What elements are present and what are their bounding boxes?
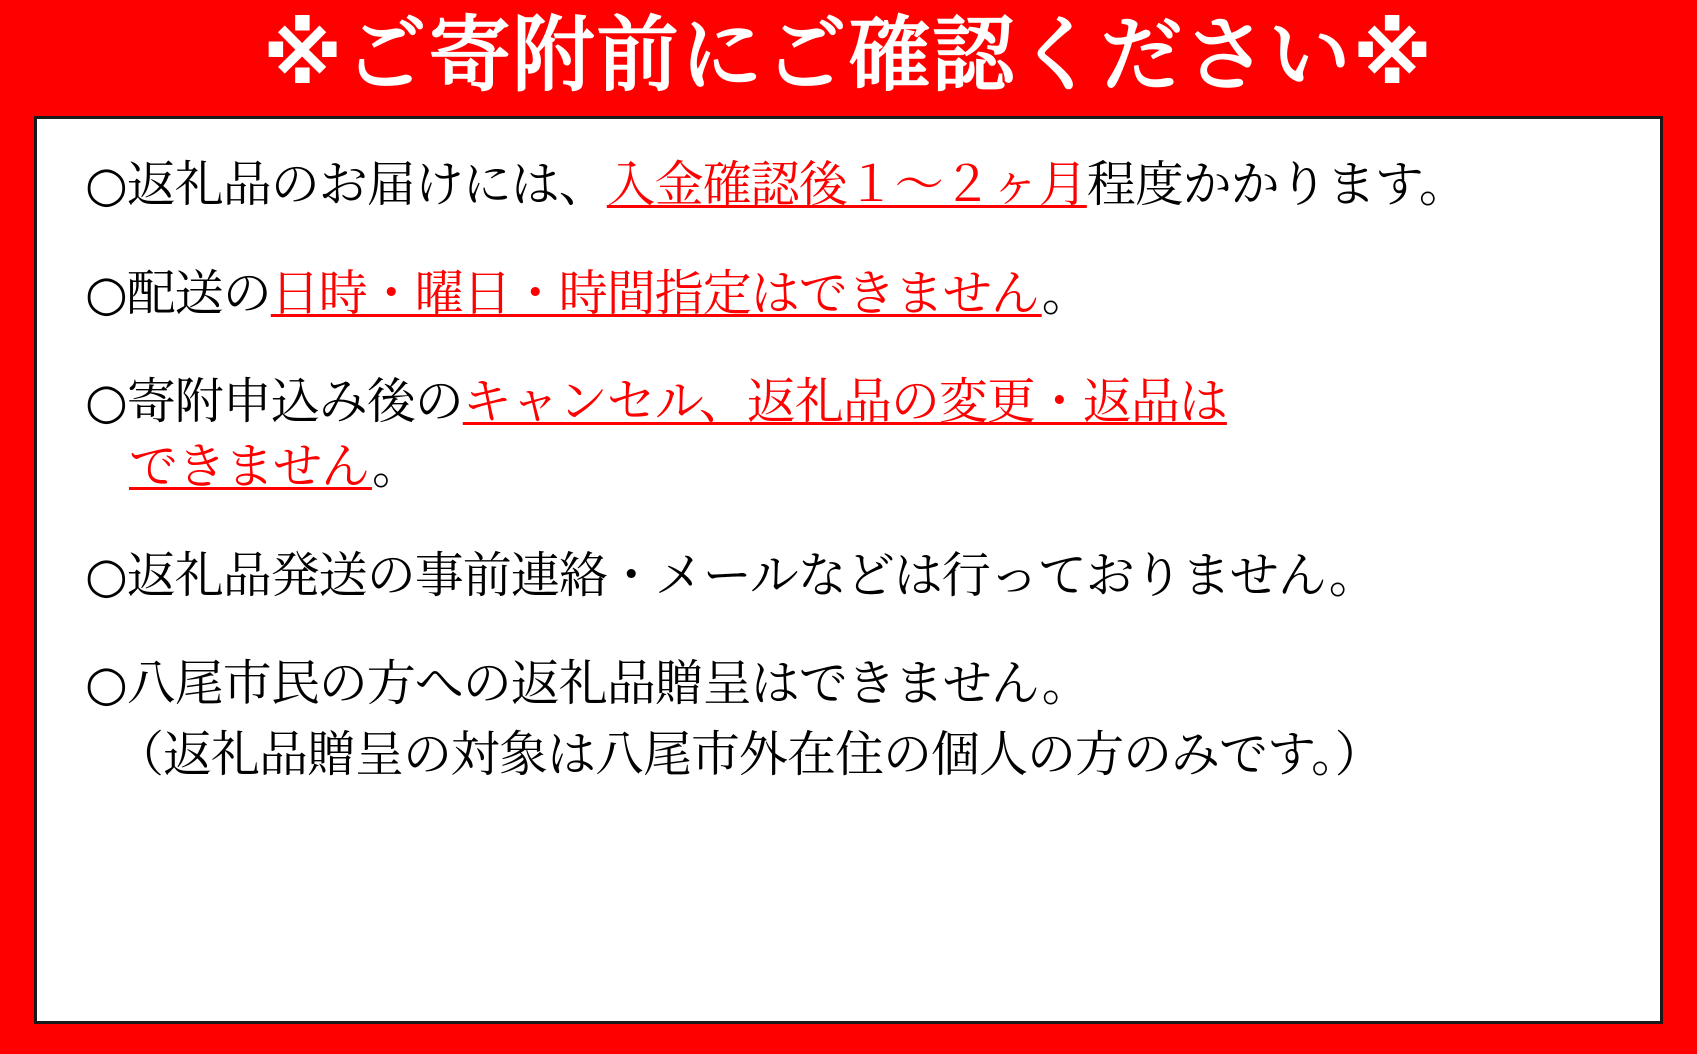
notice-tail-2: 。	[1041, 264, 1090, 322]
notice-sub-5: （返礼品贈呈の対象は八尾市外在住の個人の方のみです。）	[115, 726, 1383, 784]
notice-body-panel	[34, 116, 1663, 1024]
notice-bullet-4: ○	[85, 546, 127, 604]
notice-lead-4: 返礼品発送の事前連絡・メールなどは行っておりません。	[126, 546, 1377, 604]
notice-lead-3: 寄附申込み後の	[126, 373, 463, 431]
notice-list	[85, 153, 1630, 788]
notice-tail-3: 。	[371, 438, 420, 496]
page-title: ※ご寄附前にご確認ください※	[262, 8, 1435, 103]
notice-bullet-1: ○	[85, 156, 127, 213]
notice-emphasis-3: キャンセル、返礼品の変更・返品は	[462, 373, 1227, 431]
notice-emphasis-3b: できません	[129, 438, 372, 496]
notice-bullet-3: ○	[85, 373, 127, 431]
list-item	[85, 652, 1630, 787]
list-item	[85, 370, 1630, 499]
notice-lead-5: 八尾市民の方への返礼品贈呈はできません。	[126, 655, 1090, 713]
notice-lead-1: 返礼品のお届けには、	[126, 156, 607, 213]
notice-bullet-5: ○	[85, 655, 127, 713]
notice-bullet-2: ○	[85, 264, 127, 322]
notice-emphasis-1: 入金確認後１～２ヶ月	[606, 156, 1087, 213]
notice-lead-2: 配送の	[126, 264, 271, 322]
list-item	[85, 153, 1630, 218]
notice-tail-1: 程度かかります。	[1086, 156, 1467, 213]
list-item	[85, 544, 1630, 609]
list-item	[85, 262, 1630, 327]
notice-emphasis-3-cont-line	[85, 435, 1630, 500]
notice-emphasis-2: 日時・曜日・時間指定はできません	[270, 264, 1042, 322]
